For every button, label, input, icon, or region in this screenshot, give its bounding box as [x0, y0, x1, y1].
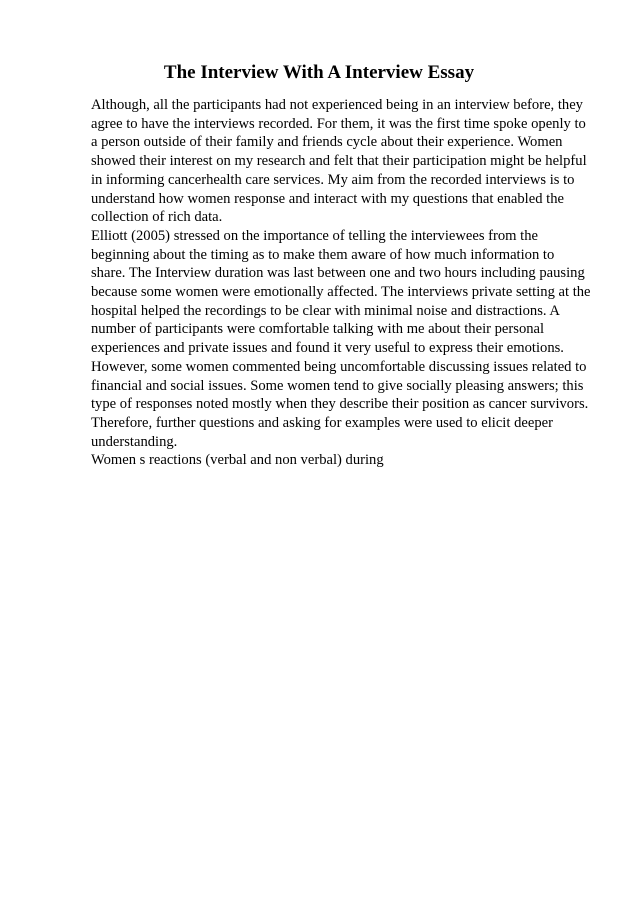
body-line: However, some women commented being uncomfortable discussing issues related to [91, 358, 587, 375]
body-line: showed their interest on my research and felt that their participation might be helpful [91, 153, 587, 170]
body-line: understand how women response and interact with my questions that enabled the [91, 190, 564, 207]
body-line: hospital helped the recordings to be clear with minimal noise and distractions. A [91, 302, 560, 319]
body-line: Although, all the participants had not experienced being in an interview before, they [91, 97, 583, 113]
body-line: number of participants were comfortable talking with me about their personal [91, 321, 545, 338]
body-line: Therefore, further questions and asking for examples were used to elicit deeper [91, 414, 553, 431]
body-line: Women s reactions (verbal and non verbal) during [91, 452, 384, 469]
body-line: understanding. [91, 433, 178, 450]
body-line: collection of rich data. [91, 209, 223, 226]
body-line: beginning about the timing as to make them aware of how much information to [91, 246, 555, 263]
body-line: because some women were emotionally affected. The interviews private setting at the [91, 284, 591, 301]
body-line: Elliott (2005) stressed on the importance of telling the interviewees from the [91, 227, 539, 244]
body-line: in informing cancerhealth care services. My aim from the recorded interviews is to [91, 171, 575, 188]
document-title: The Interview With A Interview Essay [163, 62, 475, 83]
body-line: experiences and private issues and found it very useful to express their emotions. [91, 340, 564, 357]
body-line: type of responses noted mostly when they describe their position as cancer survivors. [91, 396, 589, 413]
body-line: a person outside of their family and friends cycle about their experience. Women [91, 134, 563, 151]
body-line: share. The Interview duration was last between one and two hours including pausing [91, 265, 585, 282]
document-body [91, 96, 591, 470]
body-line: financial and social issues. Some women tend to give socially pleasing answers; this [91, 377, 584, 394]
body-line: agree to have the interviews recorded. For them, it was the first time spoke openly to [91, 115, 586, 132]
